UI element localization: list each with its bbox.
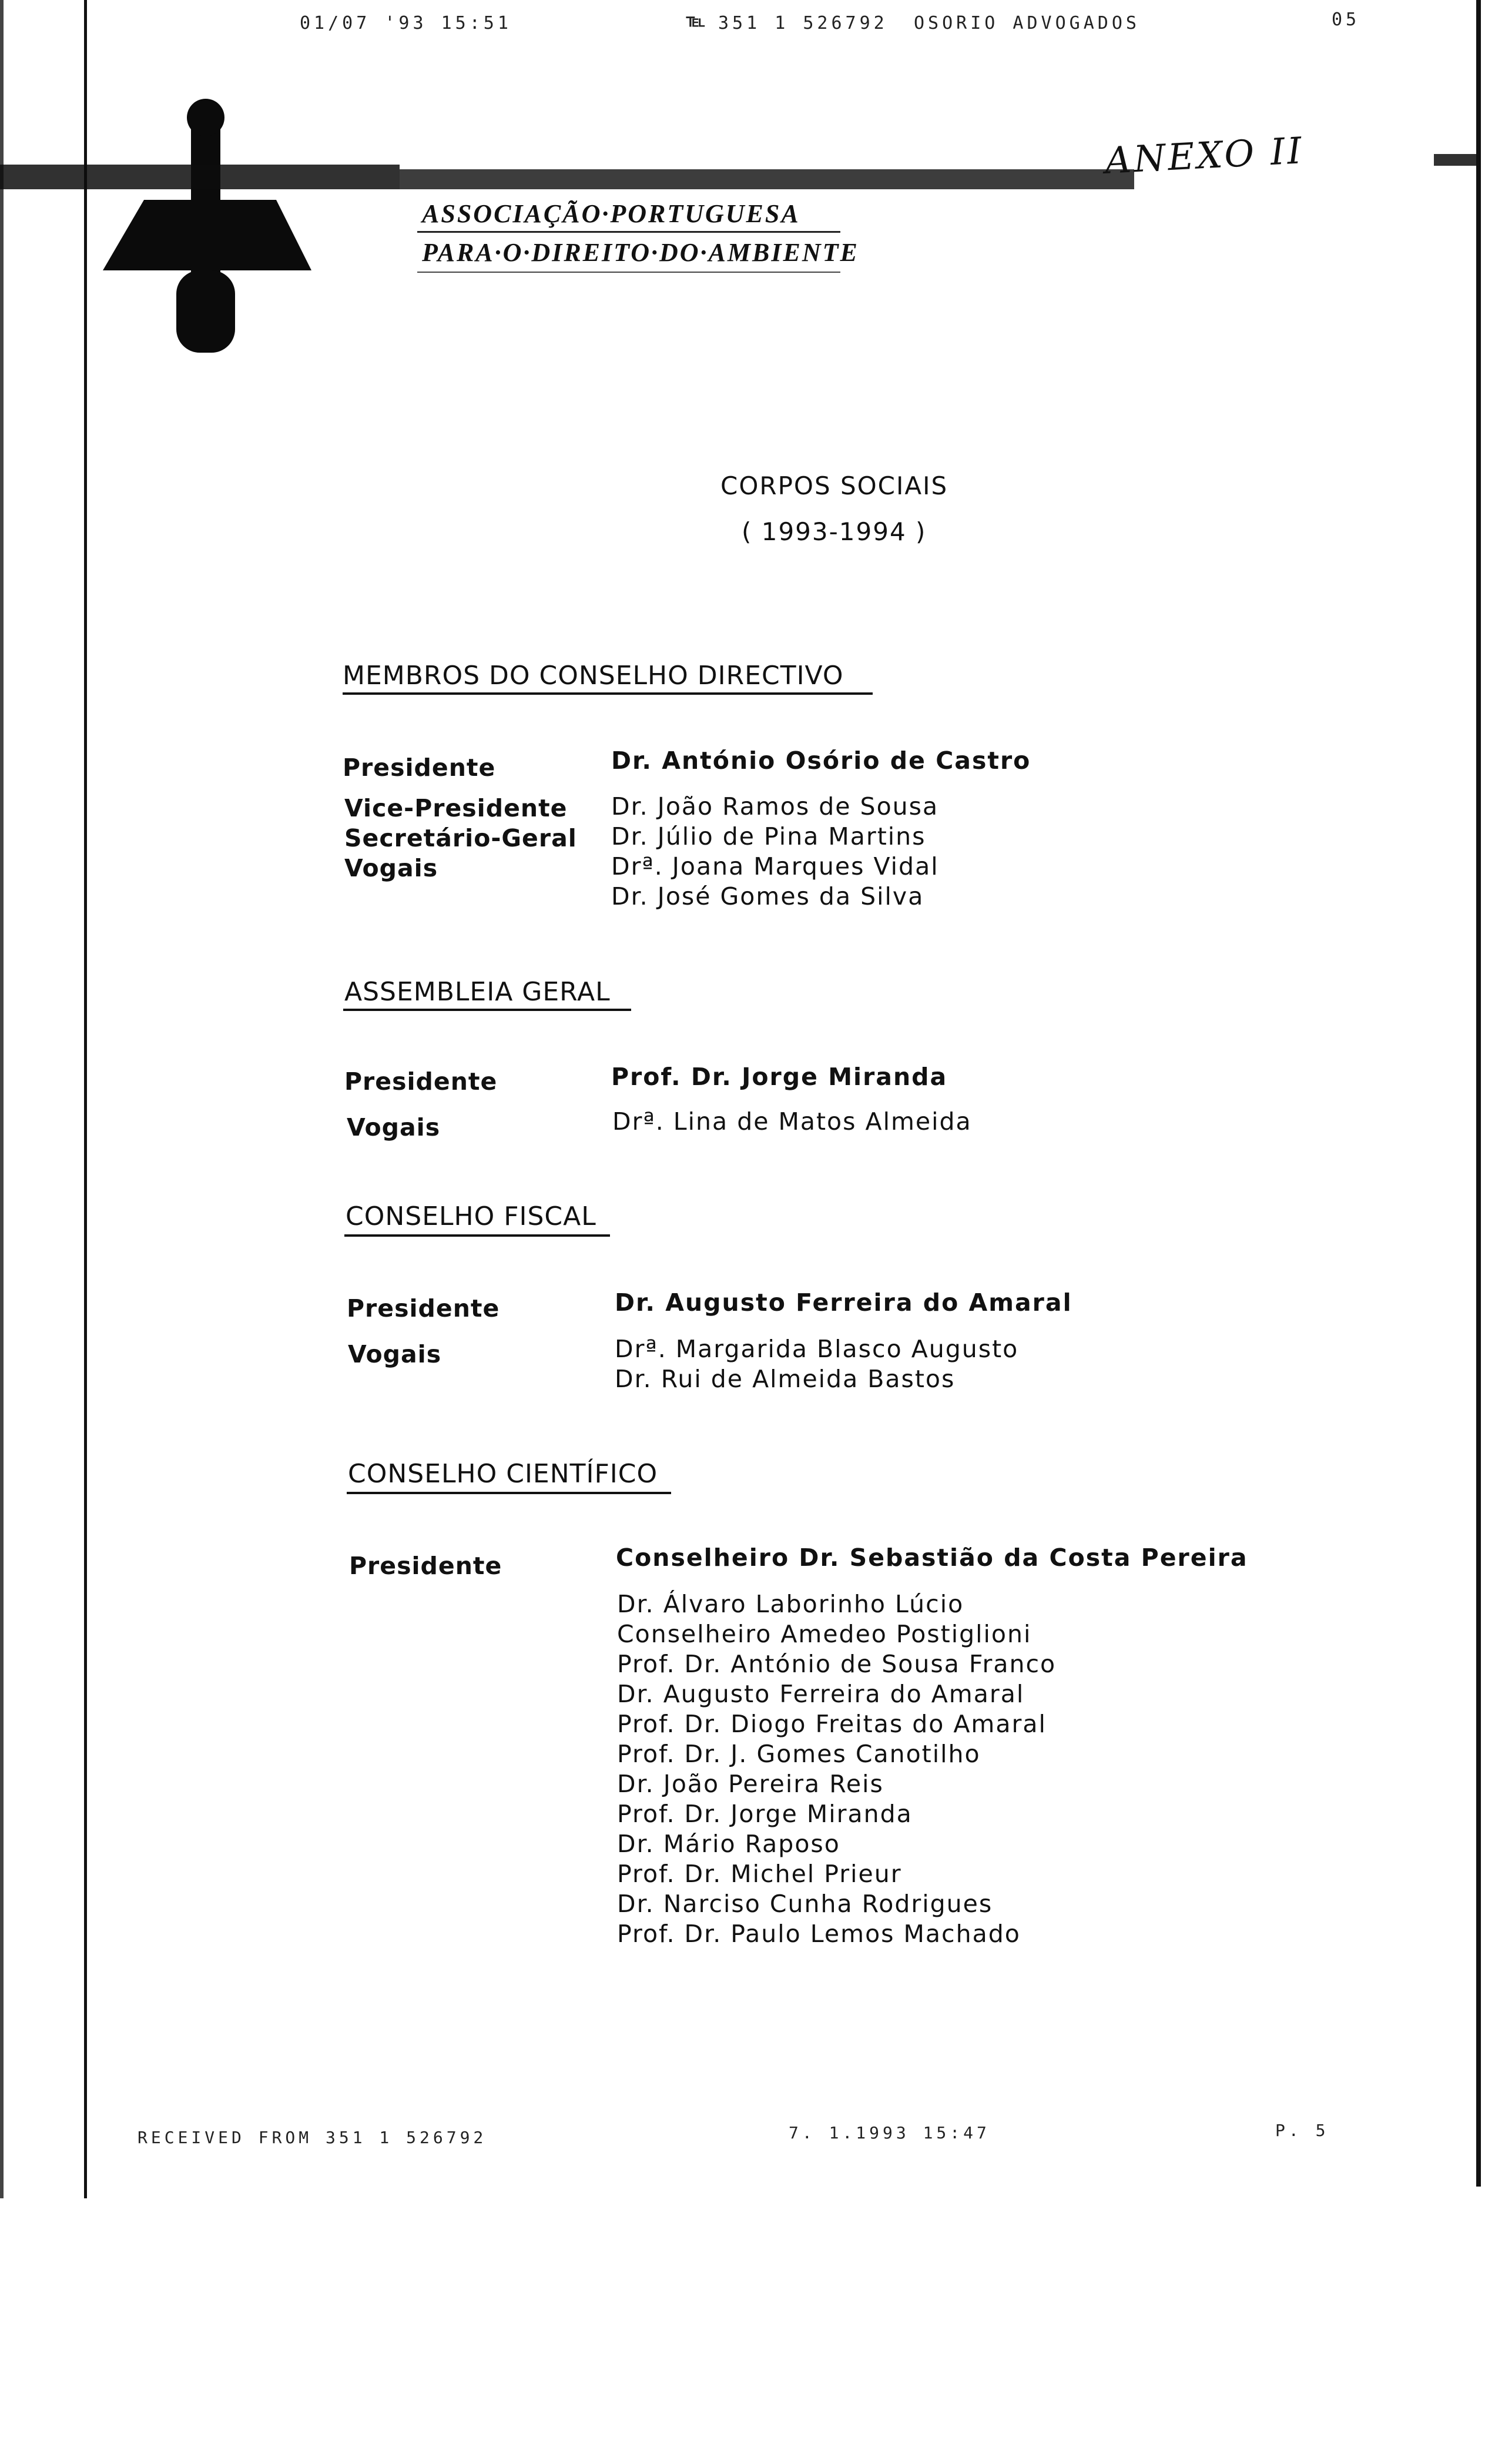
org-name-line1: ASSOCIAÇÃO·PORTUGUESA xyxy=(422,199,800,228)
scientific-member-name: Prof. Dr. Diogo Freitas do Amaral xyxy=(617,1710,1047,1738)
section-heading-scientific-underline xyxy=(347,1492,671,1494)
handwritten-annex-note: ANEXO II xyxy=(1104,129,1305,182)
fax-header-sender: OSORIO ADVOGADOS xyxy=(914,13,1140,34)
document-title: CORPOS SOCIAIS xyxy=(720,471,948,500)
directive-names xyxy=(611,792,939,912)
scientific-member-name: Dr. Narciso Cunha Rodrigues xyxy=(617,1890,993,1918)
directive-member-name: Dr. João Ramos de Sousa xyxy=(611,792,939,821)
fiscal-president-label: Presidente xyxy=(347,1294,500,1323)
assembly-vogal-name: Drª. Lina de Matos Almeida xyxy=(612,1107,972,1136)
directive-president-label: Presidente xyxy=(343,754,496,782)
assembly-president-name: Prof. Dr. Jorge Miranda xyxy=(611,1063,948,1091)
fax-header-phone-icon: ℡ xyxy=(686,11,709,31)
section-heading-assembly: ASSEMBLEIA GERAL xyxy=(344,977,611,1007)
org-name-line1-rule xyxy=(417,231,840,233)
fiscal-vogais-label: Vogais xyxy=(348,1340,442,1368)
fax-footer-received-from: RECEIVED FROM 351 1 526792 xyxy=(138,2128,487,2147)
scientific-member-name: Prof. Dr. J. Gomes Canotilho xyxy=(617,1740,981,1768)
scientific-member-name: Conselheiro Amedeo Postiglioni xyxy=(617,1620,1032,1648)
fiscal-vogal-name: Dr. Rui de Almeida Bastos xyxy=(615,1365,956,1393)
scientific-member-name: Dr. Álvaro Laborinho Lúcio xyxy=(617,1590,964,1618)
section-heading-fiscal: CONSELHO FISCAL xyxy=(346,1201,596,1231)
section-heading-fiscal-underline xyxy=(344,1234,610,1237)
scan-smear-edge xyxy=(1434,154,1476,166)
scientific-member-name: Prof. Dr. Paulo Lemos Machado xyxy=(617,1920,1021,1948)
fiscal-president-name: Dr. Augusto Ferreira do Amaral xyxy=(615,1288,1072,1317)
fiscal-vogal-name: Drª. Margarida Blasco Augusto xyxy=(615,1335,1019,1363)
directive-role: Secretário-Geral xyxy=(344,824,577,852)
fax-header-page: 05 xyxy=(1332,9,1360,30)
association-logo-icon xyxy=(88,94,358,353)
fax-header-datetime: 01/07 '93 15:51 xyxy=(300,13,512,34)
fax-header-number: 351 1 526792 xyxy=(718,13,888,34)
fax-footer-datetime: 7. 1.1993 15:47 xyxy=(789,2123,990,2142)
directive-member-name: Drª. Joana Marques Vidal xyxy=(611,852,939,881)
org-name-line2: PARA·O·DIREITO·DO·AMBIENTE xyxy=(422,238,859,267)
left-scan-edge xyxy=(0,0,4,2198)
scan-smear-band-right xyxy=(400,169,1134,189)
assembly-president-label: Presidente xyxy=(344,1067,498,1096)
scientific-member-name: Dr. Mário Raposo xyxy=(617,1830,840,1858)
left-margin-line xyxy=(84,0,87,2198)
directive-president-name: Dr. António Osório de Castro xyxy=(611,746,1031,775)
scientific-member-name: Prof. Dr. Michel Prieur xyxy=(617,1860,902,1888)
scientific-president-label: Presidente xyxy=(349,1552,502,1580)
section-heading-directive-underline xyxy=(343,692,873,695)
directive-roles xyxy=(344,794,577,883)
directive-member-name: Dr. Júlio de Pina Martins xyxy=(611,822,926,851)
scientific-members xyxy=(617,1589,1056,1949)
directive-member-name: Dr. José Gomes da Silva xyxy=(611,882,924,910)
scientific-member-name: Dr. Augusto Ferreira do Amaral xyxy=(617,1680,1025,1708)
directive-role: Vogais xyxy=(344,854,438,882)
document-period: ( 1993-1994 ) xyxy=(742,517,927,546)
fiscal-vogais-names xyxy=(615,1334,1018,1394)
directive-role: Vice-Presidente xyxy=(344,794,568,822)
section-heading-scientific: CONSELHO CIENTÍFICO xyxy=(348,1459,658,1489)
section-heading-assembly-underline xyxy=(343,1009,631,1011)
section-heading-directive: MEMBROS DO CONSELHO DIRECTIVO xyxy=(343,661,844,691)
scientific-member-name: Dr. João Pereira Reis xyxy=(617,1770,884,1798)
scientific-member-name: Prof. Dr. Jorge Miranda xyxy=(617,1800,913,1828)
right-scan-edge xyxy=(1476,0,1481,2187)
scientific-member-name: Prof. Dr. António de Sousa Franco xyxy=(617,1650,1057,1678)
scan-smear-band xyxy=(0,165,400,189)
scientific-president-name: Conselheiro Dr. Sebastião da Costa Pereira xyxy=(616,1544,1248,1572)
fax-footer-page: P. 5 xyxy=(1275,2121,1329,2140)
org-name-line2-rule xyxy=(417,272,840,273)
assembly-vogais-label: Vogais xyxy=(347,1113,441,1141)
